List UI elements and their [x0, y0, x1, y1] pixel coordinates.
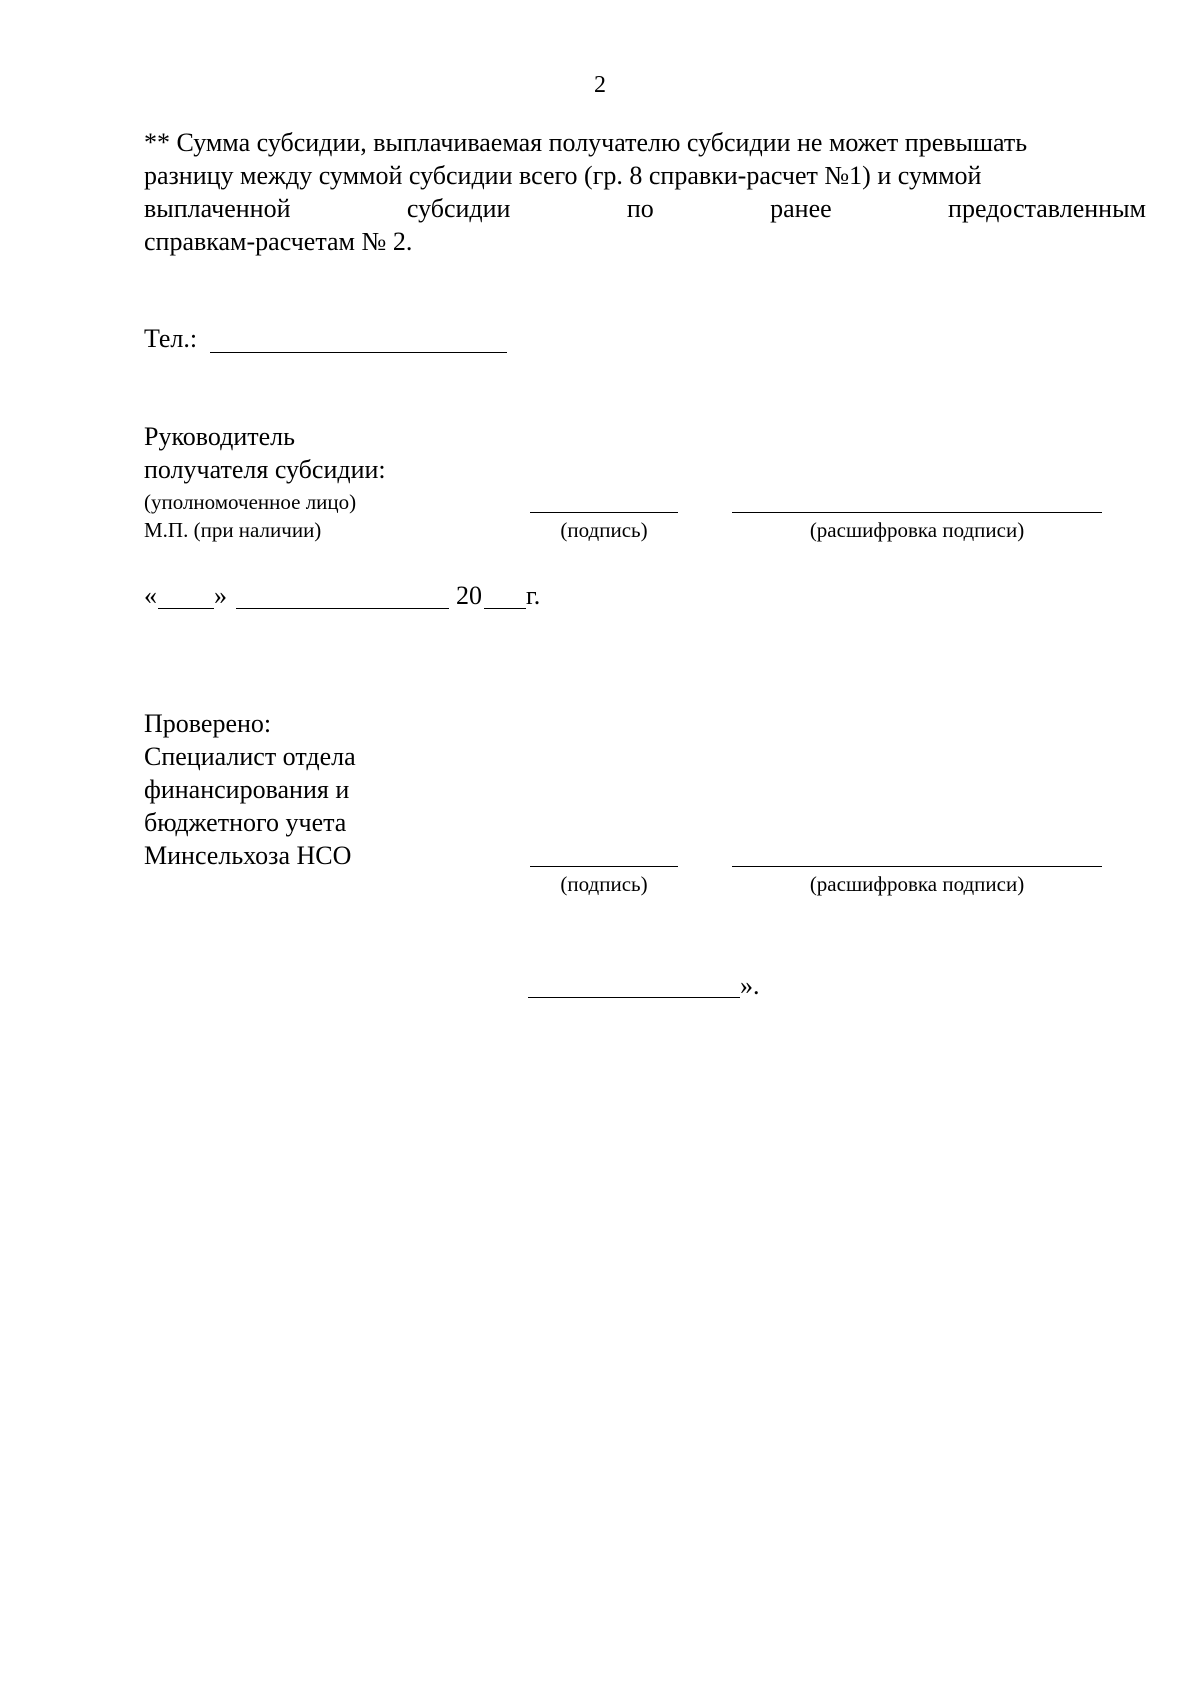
- head-signature-caption: (подпись): [560, 518, 648, 542]
- head-decoding-line[interactable]: [732, 512, 1102, 513]
- date-day-field[interactable]: [158, 608, 214, 609]
- closing-mark: ».: [740, 971, 760, 1000]
- phone-label: Тел.:: [144, 324, 198, 353]
- checked-decoding-caption: (расшифровка подписи): [809, 872, 1025, 896]
- head-decoding-caption: (расшифровка подписи): [809, 518, 1025, 542]
- checked-signature-line[interactable]: [530, 866, 678, 867]
- footnote: [144, 126, 1146, 258]
- head-title-line-1: Руководитель: [144, 422, 295, 451]
- checked-signature-caption: (подпись): [560, 872, 648, 896]
- checked-title-line-5: Минсельхоза НСО: [144, 841, 352, 870]
- footnote-line-3: выплаченной субсидии по ранее предоставленным: [144, 194, 1146, 223]
- checked-title-line-4: бюджетного учета: [144, 808, 347, 837]
- checked-decoding-line[interactable]: [732, 866, 1102, 867]
- date-year-suffix: г.: [526, 581, 541, 610]
- footnote-line-2: разницу между суммой субсидии всего (гр. 8 справки-расчет №1) и суммой: [144, 161, 982, 190]
- page-number: 2: [594, 72, 606, 98]
- date-century: 20: [456, 581, 482, 610]
- date-open-quote: «: [144, 581, 157, 610]
- checked-title-line-1: Проверено:: [144, 709, 272, 738]
- checked-title-line-3: финансирования и: [144, 775, 350, 804]
- head-title-line-2: получателя субсидии:: [144, 455, 386, 484]
- head-title-line-3: (уполномоченное лицо): [144, 490, 357, 514]
- head-title-line-4: М.П. (при наличии): [144, 518, 322, 542]
- closing-line: [528, 997, 740, 998]
- phone-field[interactable]: [210, 352, 507, 353]
- date-month-field[interactable]: [236, 608, 449, 609]
- footnote-line-1: ** Сумма субсидии, выплачиваемая получателю субсидии не может превышать: [144, 128, 1028, 157]
- checked-title-line-2: Специалист отдела: [144, 742, 356, 771]
- date-close-quote: »: [214, 581, 227, 610]
- head-signature-line[interactable]: [530, 512, 678, 513]
- footnote-line-4: справкам-расчетам № 2.: [144, 227, 413, 256]
- date-year-field[interactable]: [484, 608, 526, 609]
